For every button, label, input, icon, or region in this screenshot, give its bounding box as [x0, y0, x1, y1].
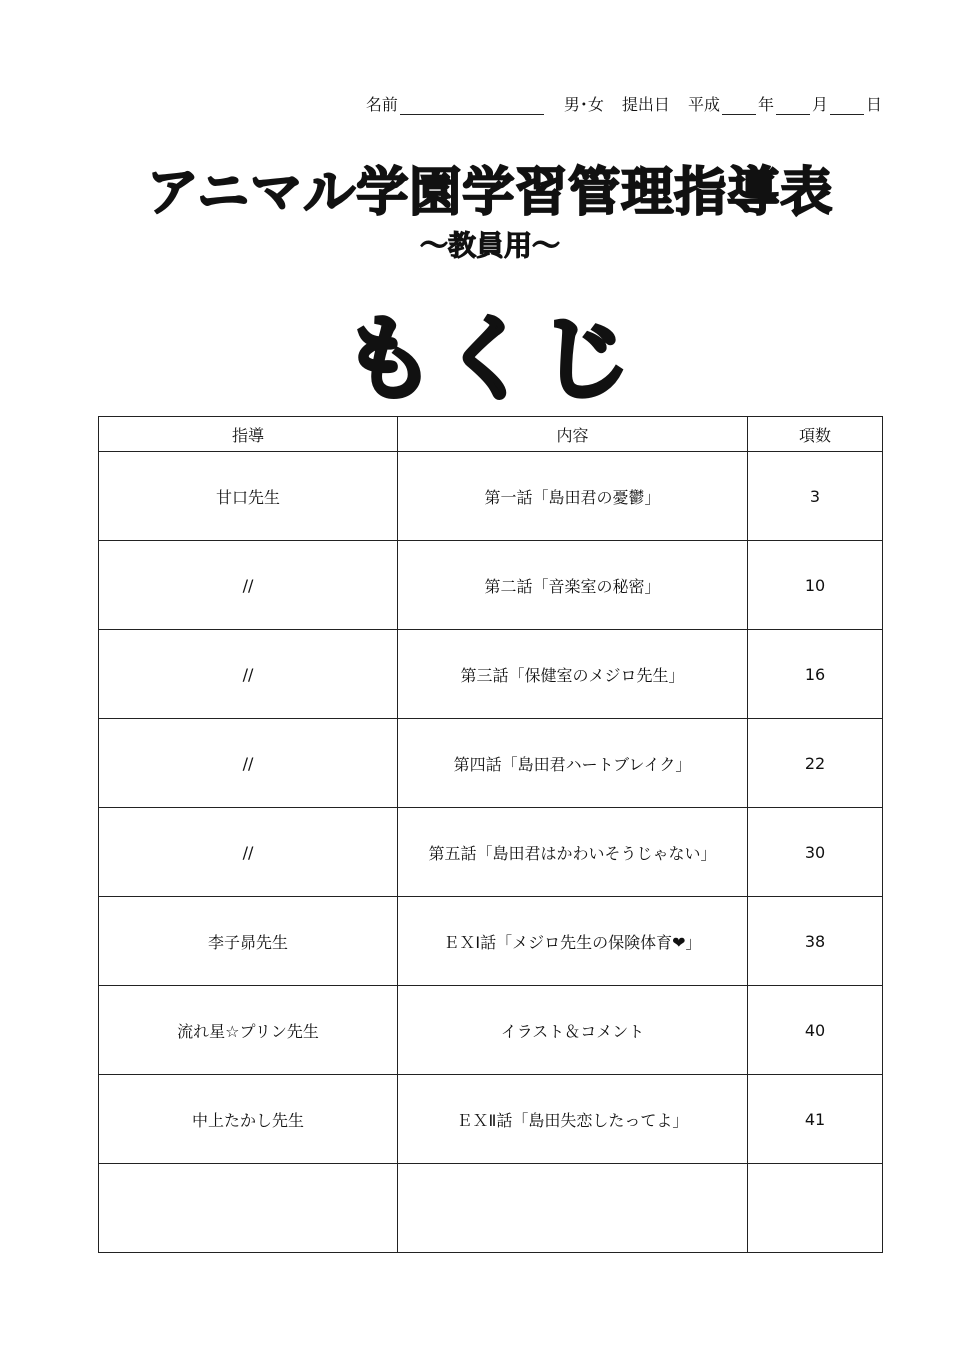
- year-field[interactable]: [722, 96, 756, 115]
- teacher-cell: [99, 1164, 398, 1253]
- teacher-cell: //: [99, 541, 398, 630]
- table-row: [99, 986, 883, 1075]
- page-cell: 16: [748, 630, 883, 719]
- table-row: [99, 452, 883, 541]
- month-label: 月: [811, 95, 828, 114]
- teacher-cell: 流れ星☆プリン先生: [99, 986, 398, 1075]
- table-row: [99, 808, 883, 897]
- name-field[interactable]: [400, 96, 544, 115]
- submission-info: [366, 92, 882, 115]
- table-row: [99, 719, 883, 808]
- table-header-row: [99, 417, 883, 452]
- era-label: 平成: [687, 95, 720, 114]
- table-row: [99, 1075, 883, 1164]
- page-cell: 41: [748, 1075, 883, 1164]
- page-cell: [748, 1164, 883, 1253]
- teacher-cell: 甘口先生: [99, 452, 398, 541]
- teacher-cell: //: [99, 719, 398, 808]
- gender-label[interactable]: 男･女: [563, 95, 604, 114]
- content-cell: 第二話「音楽室の秘密」: [398, 541, 748, 630]
- column-header-teacher: 指導: [99, 417, 398, 452]
- submit-date-label: 提出日: [621, 95, 670, 114]
- page-title: アニマル学園学習管理指導表: [146, 163, 834, 223]
- day-label: 日: [865, 95, 882, 114]
- table-row: [99, 630, 883, 719]
- teacher-cell: //: [99, 808, 398, 897]
- content-cell: 第三話「保健室のメジロ先生」: [398, 630, 748, 719]
- page-cell: 3: [748, 452, 883, 541]
- teacher-cell: 李子昴先生: [99, 897, 398, 986]
- column-header-page: 項数: [748, 417, 883, 452]
- year-label: 年: [757, 95, 774, 114]
- month-field[interactable]: [776, 96, 810, 115]
- page-cell: 38: [748, 897, 883, 986]
- page-subtitle: 〜教員用〜: [419, 229, 560, 262]
- table-row: [99, 897, 883, 986]
- table-row: [99, 541, 883, 630]
- content-cell: 第五話「島田君はかわいそうじゃない」: [398, 808, 748, 897]
- content-cell: [398, 1164, 748, 1253]
- table-row-empty: [99, 1164, 883, 1253]
- page-cell: 22: [748, 719, 883, 808]
- day-field[interactable]: [830, 96, 864, 115]
- name-label: 名前: [365, 95, 398, 114]
- teacher-cell: //: [99, 630, 398, 719]
- toc-table: [98, 416, 883, 1253]
- content-cell: 第一話「島田君の憂鬱」: [398, 452, 748, 541]
- teacher-cell: 中上たかし先生: [99, 1075, 398, 1164]
- page-cell: 10: [748, 541, 883, 630]
- column-header-content: 内容: [398, 417, 748, 452]
- content-cell: 第四話「島田君ハートブレイク」: [398, 719, 748, 808]
- content-cell: ＥＸⅠ話「メジロ先生の保険体育❤」: [398, 897, 748, 986]
- content-cell: イラスト＆コメント: [398, 986, 748, 1075]
- toc-heading: もくじ: [342, 306, 637, 413]
- content-cell: ＥＸⅡ話「島田失恋したってよ」: [398, 1075, 748, 1164]
- page-cell: 30: [748, 808, 883, 897]
- page-cell: 40: [748, 986, 883, 1075]
